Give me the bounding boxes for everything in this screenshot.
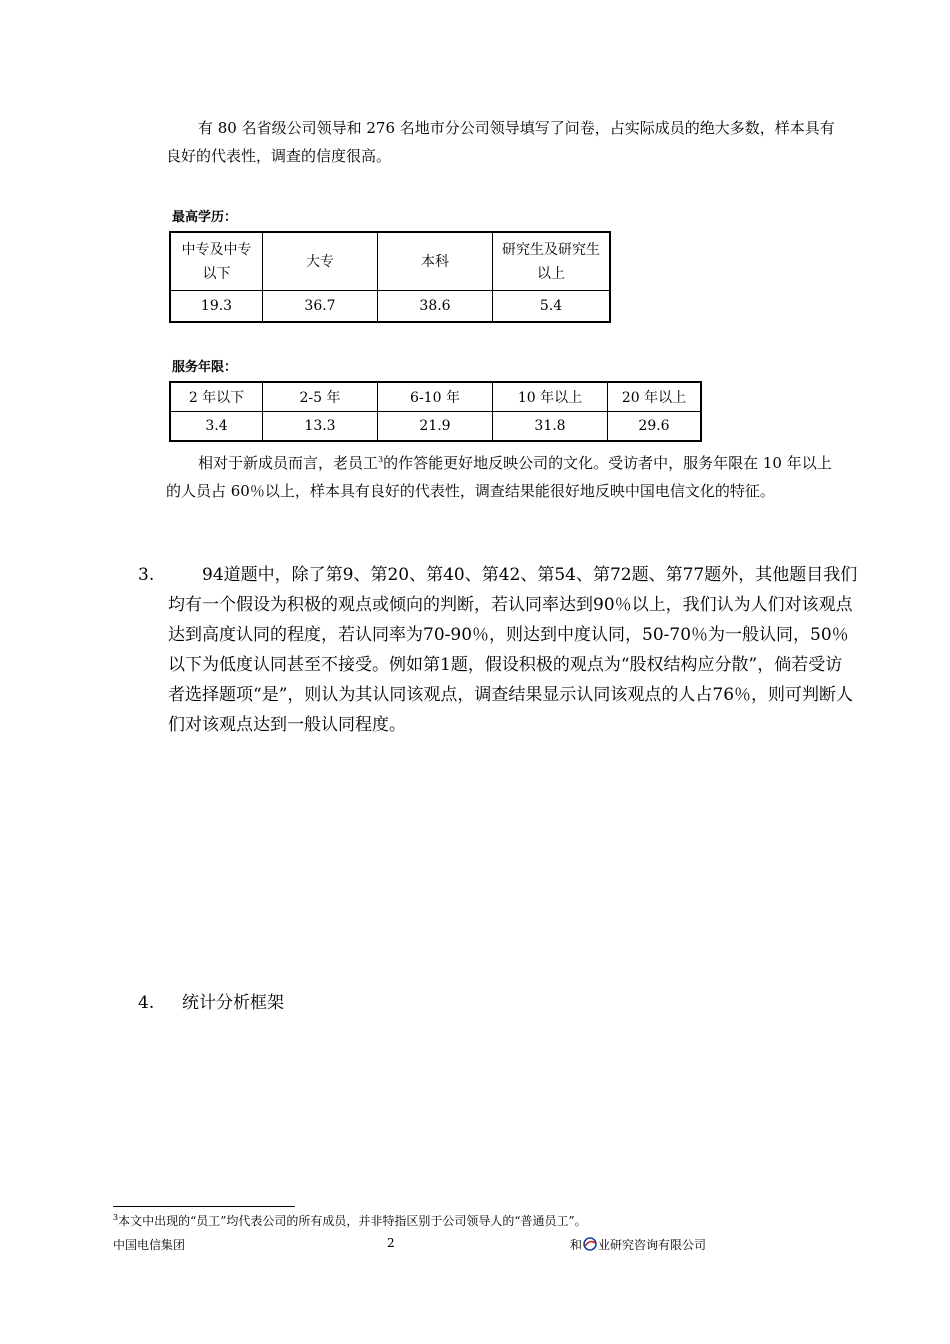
table-header-cell: 本科 [378,232,493,291]
table-row [170,412,701,442]
table-cell: 13.3 [263,412,378,442]
table-cell: 29.6 [608,412,702,442]
table-header-row [170,232,610,291]
footnote: $^3$本文中出现的“员工”均代表公司的所有成员，并非特指区别于公司领导人的“普通员工”。 [113,1213,587,1228]
service-table [169,381,702,442]
table-header-cell: 20 年以上 [608,382,702,412]
intro-text: 有 80 名省级公司领导和 276 名地市分公司领导填写了问卷，占实际成员的绝大多数，样本具有良好的代表性，调查的信度很高。 [166,119,835,165]
footnote-reference[interactable]: 3 [378,455,384,464]
section-heading: 统计分析框架 [182,993,284,1013]
footnote-marker: 3 [113,1213,119,1222]
intro-paragraph [166,114,846,170]
table-cell: 31.8 [493,412,608,442]
table-header-cell: 研究生及研究生 以上 [493,232,611,291]
table-header-cell: 2 年以下 [170,382,263,412]
table-header-cell: 中专及中专 以下 [170,232,263,291]
table-header-cell: 6-10 年 [378,382,493,412]
table-header-cell: 2-5 年 [263,382,378,412]
table-cell: 21.9 [378,412,493,442]
table-header-cell: 10 年以上 [493,382,608,412]
page-number: 2 [387,1236,395,1250]
service-caption: 服务年限： [172,360,238,375]
education-table [169,231,611,323]
table-header-cell: 大专 [263,232,378,291]
table-cell: 19.3 [170,291,263,323]
table-cell: 3.4 [170,412,263,442]
education-caption: 最高学历： [172,210,238,225]
list-number: 4. [138,993,155,1013]
firm-logo-icon [583,1237,597,1251]
list-item-body: 94道题中，除了第9、第20、第40、第42、第54、第72题、第77题外，其他题目我们均有一个假设为积极的观点或倾向的判断，若认同率达到90％以上，我们认为人们对该观点达到高度认同的程度，若认同率为70-90％，则达到中度认同，50-70％为一般认同，50％以下为低度认同甚至不接受。例如第1题，假设积极的观点为“股权结构应分散”，倘若受访者选择题项“是”，则认为其认同该观点，调查结果显示认同该观点的人占76％，则可判断人们对该观点达到一般认同程度。 [168,565,858,735]
after-table-paragraph: 相对于新成员而言，老员工$^3$的作答能更好地反映公司的文化。受访者中，服务年限在 10 年以上的人员占 60％以上，样本具有良好的代表性，调查结果能很好地反映中国电信文化的特征。 [166,454,832,500]
footer-company: 中国电信集团 [113,1238,186,1252]
list-number: 3. [138,565,155,585]
table-cell: 5.4 [493,291,611,323]
table-cell: 38.6 [378,291,493,323]
table-header-row [170,382,701,412]
footer-firm: 和 业研究咨询有限公司 [570,1238,707,1252]
table-row [170,291,610,323]
footnote-divider [113,1206,295,1207]
table-cell: 36.7 [263,291,378,323]
